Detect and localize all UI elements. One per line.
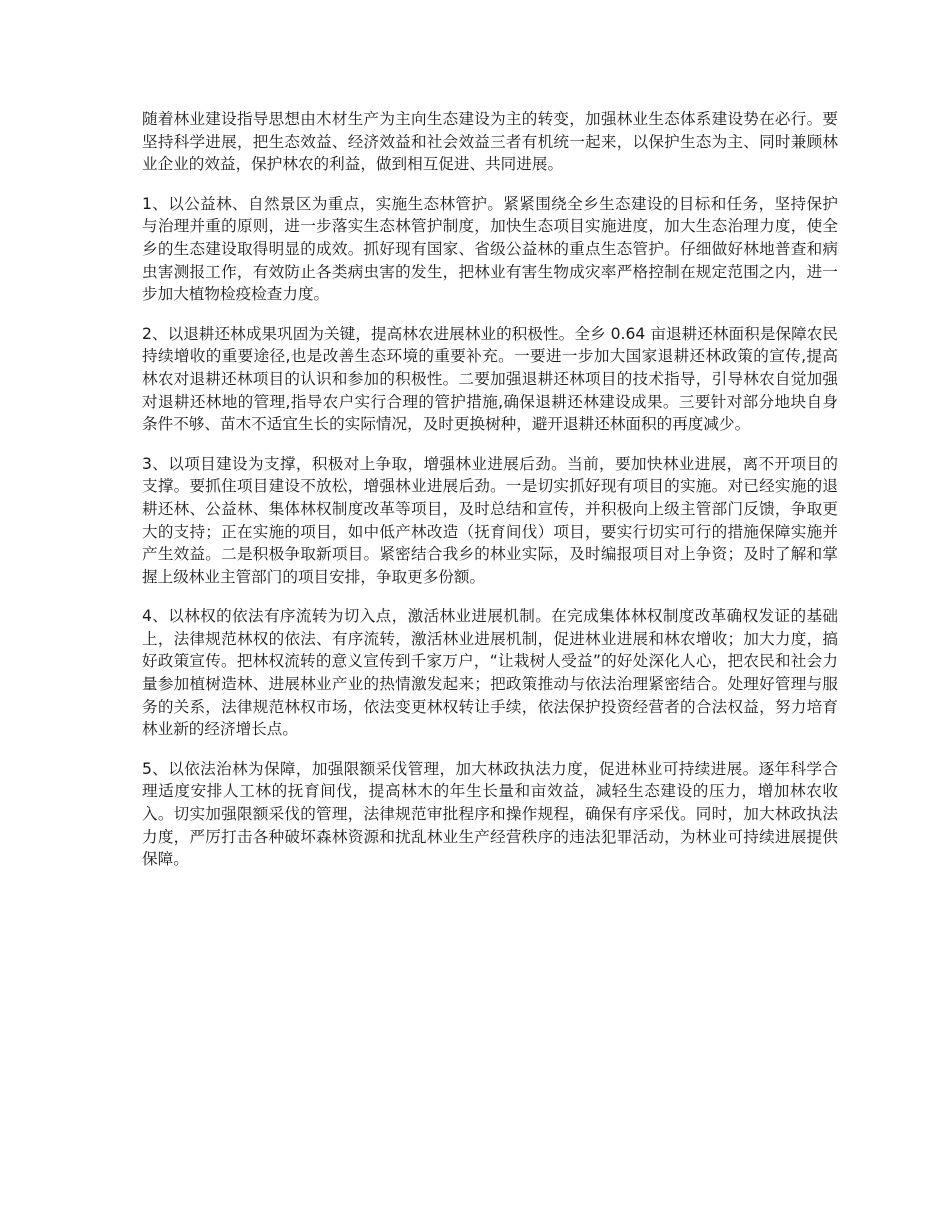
document-body xyxy=(142,108,838,888)
paragraph-1-ecological-forest: 1、以公益林、自然景区为重点，实施生态林管护。紧紧围绕全乡生态建设的目标和任务，坚持保护与治理并重的原则，进一步落实生态林管护制度，加快生态项目实施进度，加大生态治理力度，使全乡的生态建设取得明显的成效。抓好现有国家、省级公益林的重点生态管护。仔细做好林地普查和病虫害测报工作，有效防止各类病虫害的发生，把林业有害生物成灾率严格控制在规定范围之内，进一步加大植物检疫检查力度。 xyxy=(142,194,838,304)
paragraph-5-rule-of-law: 5、以依法治林为保障，加强限额采伐管理，加大林政执法力度，促进林业可持续进展。逐年科学合理适度安排人工林的抚育间伐，提高林木的年生长量和亩效益，减轻生态建设的压力，增加林农收入。切实加强限额采伐的管理，法律规范审批程序和操作规程，确保有序采伐。同时，加大林政执法力度，严厉打击各种破坏森林资源和扰乱林业生产经营秩序的违法犯罪活动，为林业可持续进展提供保障。 xyxy=(142,759,838,869)
paragraph-2-grain-for-green: 2、以退耕还林成果巩固为关键，提高林农进展林业的积极性。全乡 0.64 亩退耕还林面积是保障农民持续增收的重要途径,也是改善生态环境的重要补充。一要进一步加大国家退耕还林政策的宣传,提高林农对退耕还林项目的认识和参加的积极性。二要加强退耕还林项目的技术指导，引导林农自觉加强对退耕还林地的管理,指导农户实行合理的管护措施,确保退耕还林建设成果。三要针对部分地块自身条件不够、苗木不适宜生长的实际情况，及时更换树种，避开退耕还林面积的再度减少。 xyxy=(142,324,838,434)
paragraph-3-project-construction: 3、以项目建设为支撑，积极对上争取，增强林业进展后劲。当前，要加快林业进展，离不开项目的支撑。要抓住项目建设不放松，增强林业进展后劲。一是切实抓好现有项目的实施。对已经实施的退耕还林、公益林、集体林权制度改革等项目，及时总结和宣传，并积极向上级主管部门反馈，争取更大的支持；正在实施的项目，如中低产林改造（抚育间伐）项目，要实行切实可行的措施保障实施并产生效益。二是积极争取新项目。紧密结合我乡的林业实际，及时编报项目对上争资；及时了解和掌握上级林业主管部门的项目安排，争取更多份额。 xyxy=(142,454,838,586)
paragraph-4-forest-rights: 4、以林权的依法有序流转为切入点，激活林业进展机制。在完成集体林权制度改革确权发证的基础上，法律规范林权的依法、有序流转，激活林业进展机制，促进林业进展和林农增收；加大力度，搞好政策宣传。把林权流转的意义宣传到千家万户，“让栽树人受益”的好处深化人心，把农民和社会力量参加植树造林、进展林业产业的热情激发起来；把政策推动与依法治理紧密结合。处理好管理与服务的关系，法律规范林权市场，依法变更林权转让手续，依法保护投资经营者的合法权益，努力培育林业新的经济增长点。 xyxy=(142,607,838,739)
intro-paragraph: 随着林业建设指导思想由木材生产为主向生态建设为主的转变，加强林业生态体系建设势在必行。要坚持科学进展，把生态效益、经济效益和社会效益三者有机统一起来，以保护生态为主、同时兼顾林业企业的效益，保护林农的利益，做到相互促进、共同进展。 xyxy=(142,110,838,174)
